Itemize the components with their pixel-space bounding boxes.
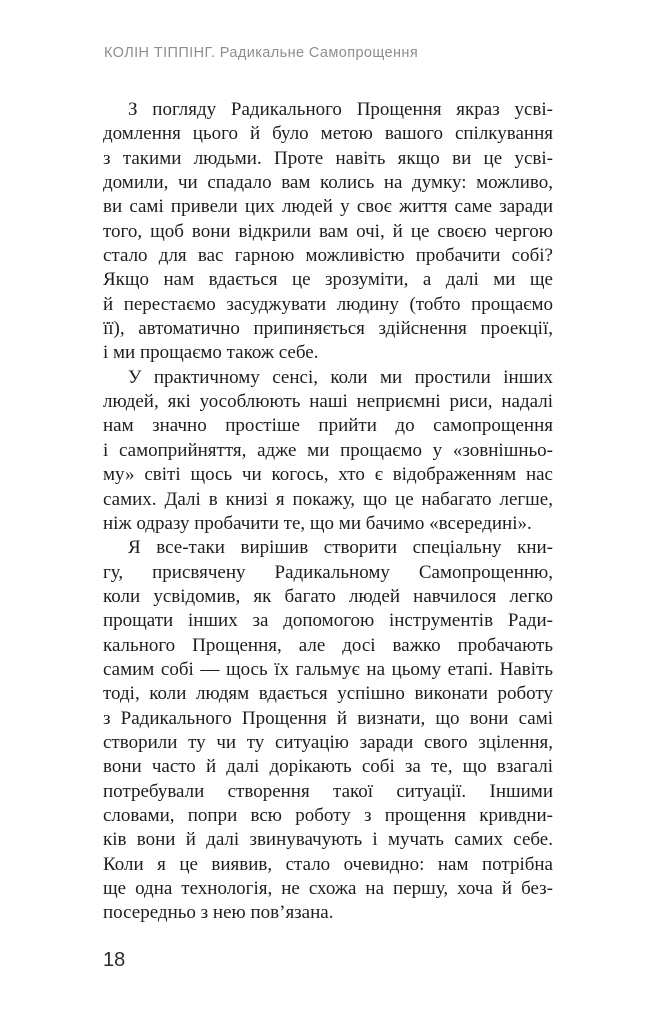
text-line: нам значно простіше прийти до самопрощення xyxy=(103,415,553,437)
text-line: того, щоб вони відкрили вам очі, й це своєю чергою xyxy=(103,220,553,242)
text-line: з такими людьми. Проте навіть якщо ви це усві- xyxy=(103,147,553,169)
text-line: вони часто й далі дорікають собі за те, що взагалі xyxy=(103,756,553,778)
text-line: з Радикального Прощення й визнати, що вони самі xyxy=(103,707,553,729)
text-column xyxy=(103,98,553,926)
text-line: домили, чи спадало вам колись на думку: можливо, xyxy=(103,172,553,194)
text-line: стало для вас гарною можливістю пробачити собі? xyxy=(103,245,553,267)
text-line: ків вони й далі звинувачують і мучать самих себе. xyxy=(103,829,553,851)
text-line: домлення цього й було метою вашого спілкування xyxy=(103,123,553,145)
text-line: ви самі привели цих людей у своє життя саме заради xyxy=(103,196,553,218)
text-line: кального Прощення, але досі важко пробачають xyxy=(103,634,553,656)
text-line: й перестаємо засуджувати людину (тобто прощаємо xyxy=(103,293,553,315)
text-line: словами, попри всю роботу з прощення кривдни- xyxy=(103,804,553,826)
text-line: ніж одразу пробачити те, що ми бачимо «всередині». xyxy=(103,512,532,534)
text-line: У практичному сенсі, коли ми простили інших xyxy=(128,366,553,388)
text-line: її), автоматично припиняється здійснення проекції, xyxy=(103,318,553,340)
text-line: посередньо з нею пов’язана. xyxy=(103,902,334,924)
page-number: 18 xyxy=(103,949,126,971)
text-line: потребували створення такої ситуації. Іншими xyxy=(103,780,553,802)
text-line: гу, присвячену Радикальному Самопрощенню, xyxy=(103,561,553,583)
text-line: му» світі щось чи когось, хто є відображенням нас xyxy=(103,464,553,486)
text-line: ще одна технологія, не схожа на першу, хоча й без- xyxy=(103,878,553,899)
text-line: Якщо нам вдається це зрозуміти, а далі ми ще xyxy=(103,269,553,291)
text-line: Коли я це виявив, стало очевидно: нам потрібна xyxy=(103,853,553,875)
text-line: Я все-таки вирішив створити спеціальну кни- xyxy=(128,537,553,559)
text-line: тоді, коли людям вдається успішно виконати роботу xyxy=(103,683,553,705)
text-line: і самоприйняття, адже ми прощаємо у «зовнішньо- xyxy=(103,439,553,461)
text-line: людей, які уособлюють наші неприємні риси, надалі xyxy=(103,391,553,413)
running-header: КОЛІН ТІППІНГ. Радикальне Самопрощення xyxy=(104,45,419,61)
text-line: З погляду Радикального Прощення якраз усві- xyxy=(128,99,553,120)
text-line: самих. Далі в книзі я покажу, що це набагато легше, xyxy=(103,488,553,510)
text-line: самим собі — щось їх гальмує на цьому етапі. Навіть xyxy=(103,658,553,680)
text-line: прощати інших за допомогою інструментів Ради- xyxy=(103,610,553,632)
text-line: і ми прощаємо також себе. xyxy=(103,342,319,364)
text-line: коли усвідомив, як багато людей навчилося легко xyxy=(103,585,553,607)
text-line: створили ту чи ту ситуацію заради свого зцілення, xyxy=(103,731,553,753)
